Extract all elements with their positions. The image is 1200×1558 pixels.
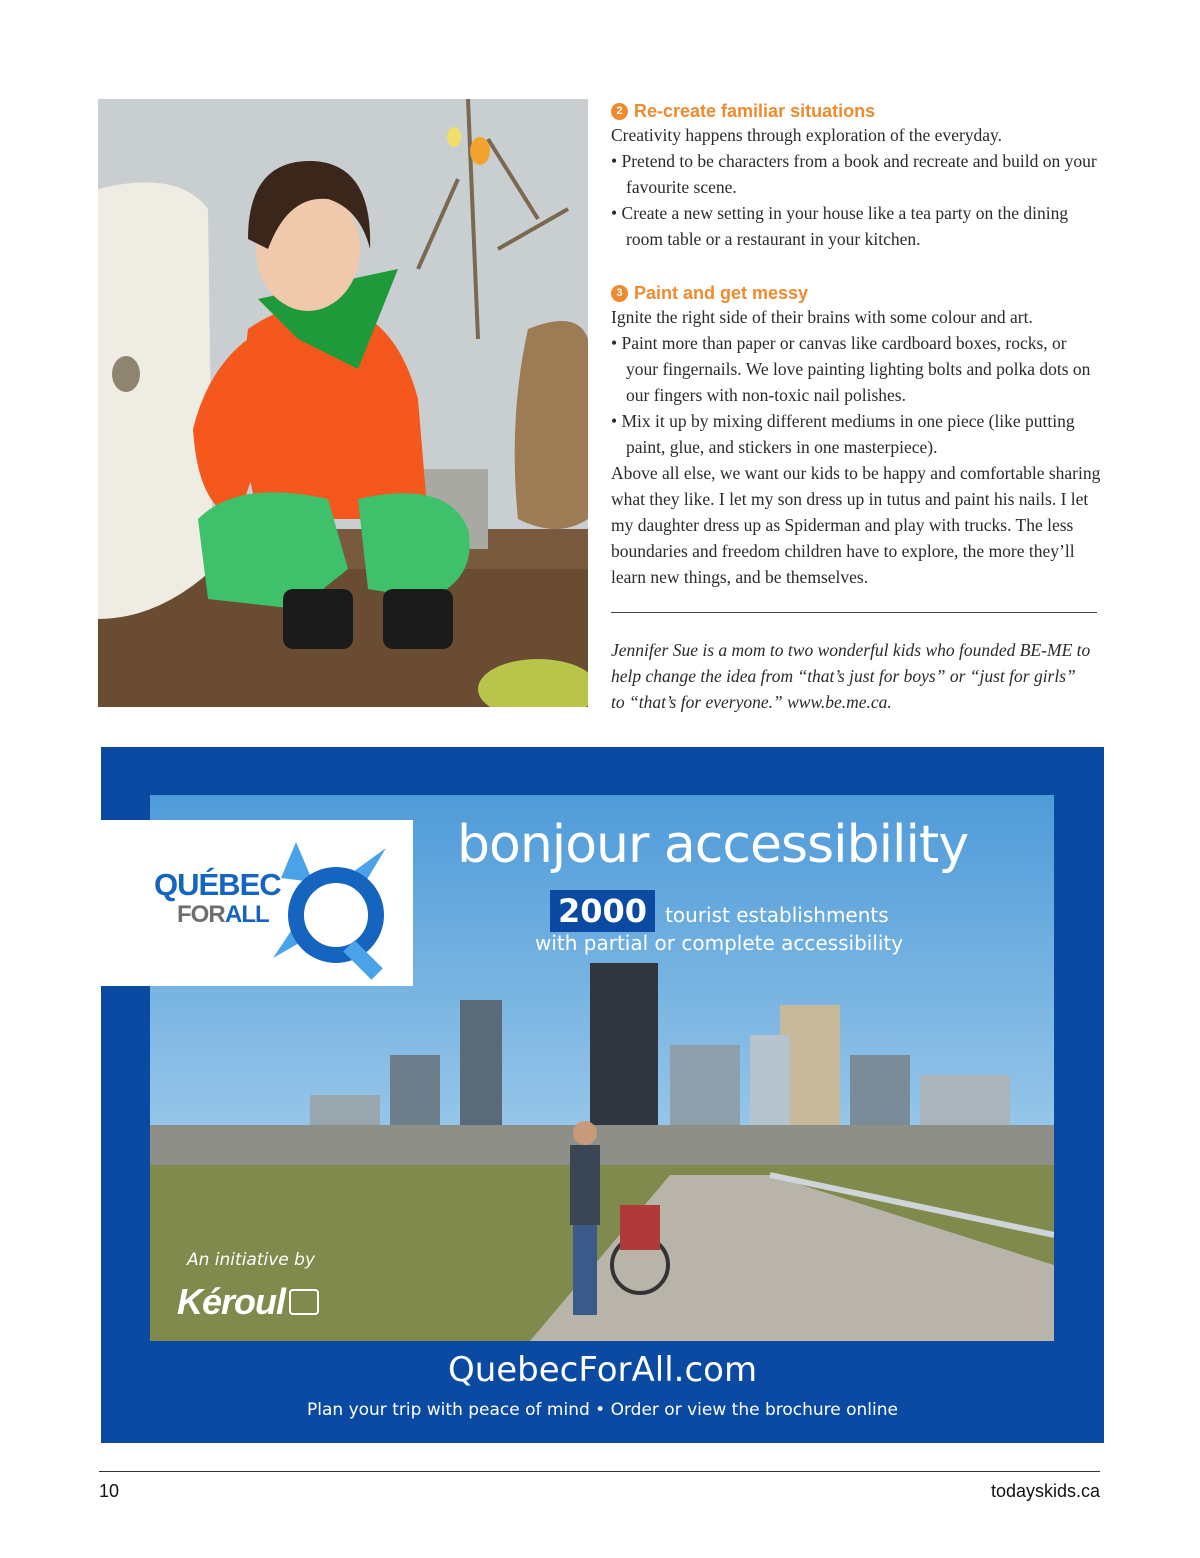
ad-stat — [550, 890, 889, 932]
logo-text-all: ALL — [225, 901, 269, 928]
site-name[interactable]: todayskids.ca — [990, 1481, 1100, 1501]
stat-number: 2000 — [550, 890, 655, 932]
bullet-item: • Mix it up by mixing different mediums in one piece (like putting paint, glue, and stickers in one masterpiece). — [611, 411, 1075, 457]
section-number-badge: 2 — [611, 103, 628, 120]
logo-text-for: FOR — [177, 901, 225, 928]
accessibility-icon — [289, 1289, 319, 1315]
page-number: 10 — [99, 1481, 120, 1501]
stat-subtext: with partial or complete accessibility — [535, 931, 904, 955]
ad-headline: bonjour accessibility — [457, 815, 969, 875]
child-photo — [98, 99, 588, 707]
article-body — [611, 100, 1101, 590]
bullet-item: • Paint more than paper or canvas like cardboard boxes, rocks, or your fingernails. We love painting lighting bolts and polka dots on our fingers with non-toxic nail polishes. — [611, 333, 1091, 405]
section-title: Paint and get messy — [634, 283, 809, 303]
footer-divider — [99, 1471, 1100, 1472]
section-number-badge: 3 — [611, 285, 628, 302]
logo-text-quebec: QUÉBEC — [154, 867, 281, 902]
initiative-label: An initiative by — [187, 1250, 315, 1270]
section-title: Re-create familiar situations — [634, 101, 876, 121]
quebec-for-all-ad[interactable] — [101, 747, 1104, 1443]
ad-url-link[interactable]: QuebecForAll.com — [447, 1350, 758, 1390]
section-heading-recreate — [611, 100, 1101, 122]
ad-cta-text: Plan your trip with peace of mind • Order or view the brochure online — [307, 1400, 898, 1420]
author-bio: Jennifer Sue is a mom to two wonderful kids who founded BE-ME to help change the idea from “that’s just for boys” or “just for girls” to “that’s for everyone.” www.be.me.ca. — [611, 640, 1091, 712]
section-intro: Ignite the right side of their brains with some colour and art. — [611, 307, 1033, 327]
section-heading-paint — [611, 282, 1101, 304]
divider — [611, 612, 1097, 613]
stat-text: tourist establishments — [665, 903, 889, 927]
keroul-logo — [177, 1281, 319, 1323]
section-intro: Creativity happens through exploration of the everyday. — [611, 125, 1003, 145]
bullet-item: • Pretend to be characters from a book and recreate and build on your favourite scene. — [611, 151, 1097, 197]
keroul-wordmark: Kéroul — [177, 1281, 286, 1322]
quebec-for-all-logo[interactable] — [101, 820, 413, 986]
closing-paragraph: Above all else, we want our kids to be happy and comfortable sharing what they like. I let my son dress up in tutus and paint his nails. I let my daughter dress up as Spiderman and play with trucks. The less boundaries and freedom children have to explore, the more they’ll learn new things, and be themselves. — [611, 463, 1101, 587]
bullet-item: • Create a new setting in your house like a tea party on the dining room table or a restaurant in your kitchen. — [611, 203, 1069, 249]
